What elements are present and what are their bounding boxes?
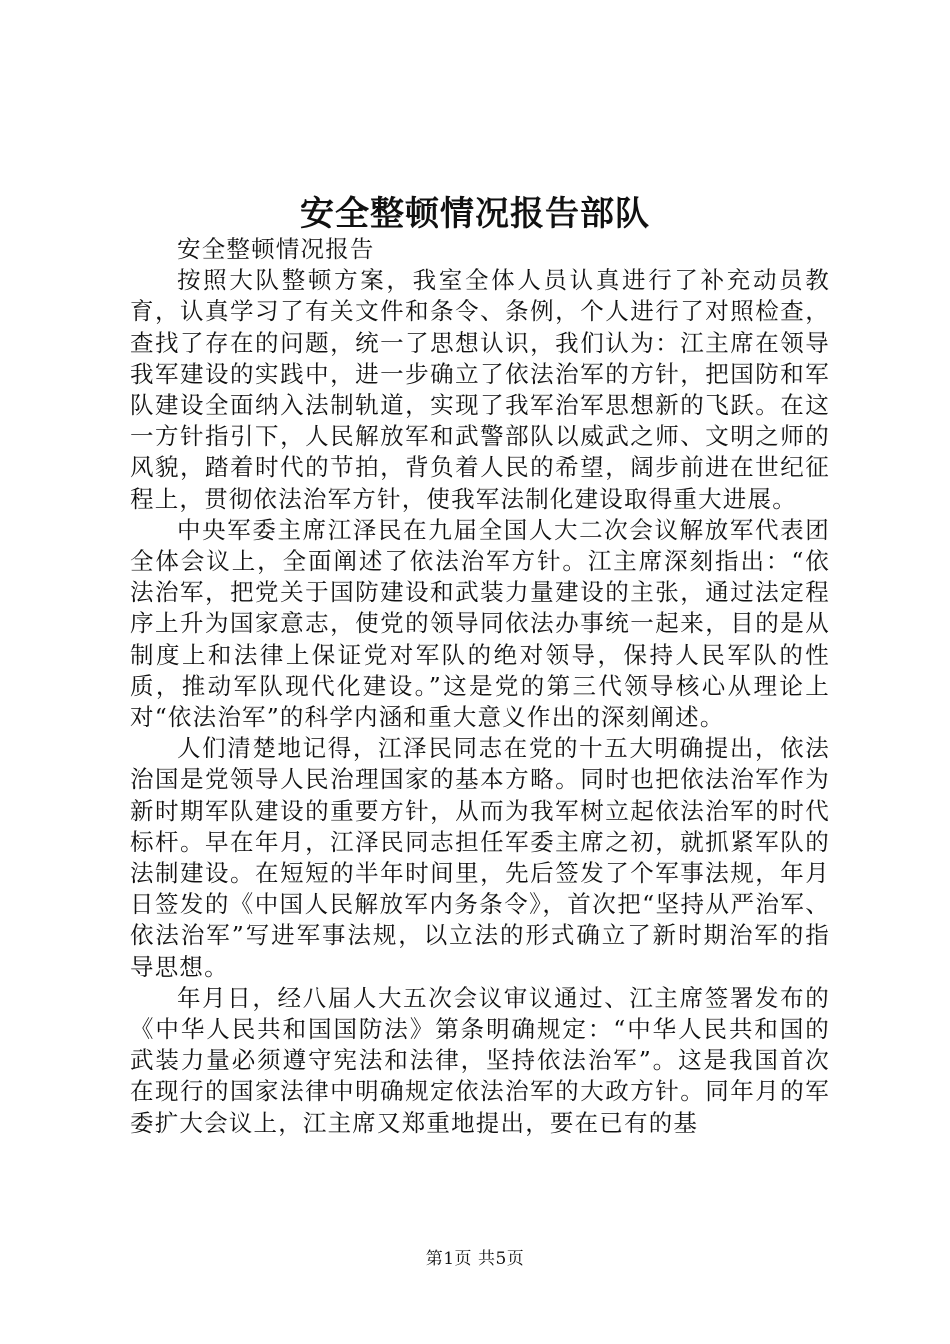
page-title: 安全整顿情况报告部队 [300,194,650,234]
paragraph: 年月日，经八届人大五次会议审议通过、江主席签署发布的《中华人民共和国国防法》第条明确规定：“中华人民共和国的武装力量必须遵守宪法和法律，坚持依法治军”。这是我国首次在现行的国家法律中明确规定依法治军的大政方针。同年月的军委扩大会议上，江主席又郑重地提出，要在已有的基 [130,983,830,1137]
document-body [130,234,830,1139]
page-number-footer: 第1页 共5页 [425,1249,525,1269]
paragraph: 按照大队整顿方案，我室全体人员认真进行了补充动员教育，认真学习了有关文件和条令、条例，个人进行了对照检查，查找了存在的问题，统一了思想认识，我们认为：江主席在领导我军建设的实践中，进一步确立了依法治军的方针，把国防和军队建设全面纳入法制轨道，实现了我军治军思想新的飞跃。在这一方针指引下，人民解放军和武警部队以威武之师、文明之师的风貌，踏着时代的节拍，背负着人民的希望，阔步前进在世纪征程上，贯彻依法治军方针，使我军法制化建设取得重大进展。 [130,266,830,513]
paragraph: 中央军委主席江泽民在九届全国人大二次会议解放军代表团全体会议上，全面阐述了依法治军方针。江主席深刻指出：“依法治军，把党关于国防建设和武装力量建设的主张，通过法定程序上升为国家意志，使党的领导同依法办事统一起来，目的是从制度上和法律上保证党对军队的绝对领导，保持人民军队的性质，推动军队现代化建设。”这是党的第三代领导核心从理论上对“依法治军”的科学内涵和重大意义作出的深刻阐述。 [130,515,830,732]
paragraph-heading: 安全整顿情况报告 [177,235,375,263]
paragraph: 人们清楚地记得，江泽民同志在党的十五大明确提出，依法治国是党领导人民治理国家的基本方略。同时也把依法治军作为新时期军队建设的重要方针，从而为我军树立起依法治军的时代标杆。早在年月，江泽民同志担任军委主席之初，就抓紧军队的法制建设。在短短的半年时间里，先后签发了个军事法规，年月日签发的《中国人民解放军内务条令》，首次把“坚持从严治军、依法治军”写进军事法规，以立法的形式确立了新时期治军的指导思想。 [130,734,830,981]
